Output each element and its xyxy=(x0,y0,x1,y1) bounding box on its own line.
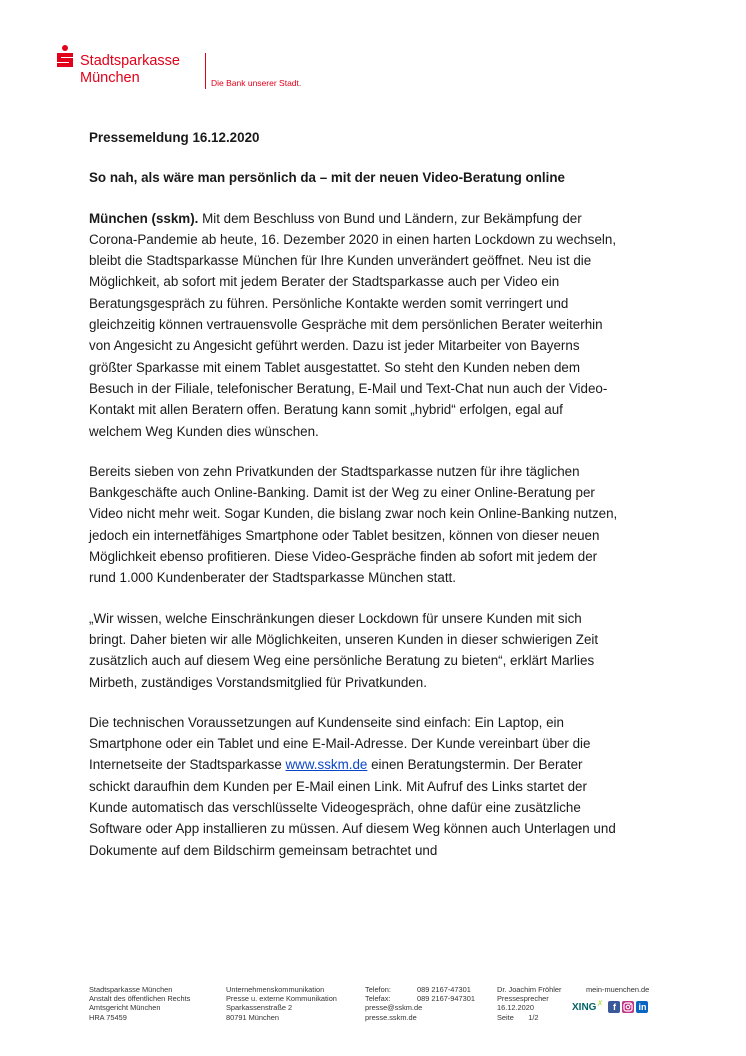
paragraph-3: „Wir wissen, welche Einschränkungen dieser Lockdown für unsere Kunden mit sich bringt. Daher bieten wir alle Möglichkeiten, unseren Kunden in dieser schwierigen Zeit zusätzlich auch auf diesem Weg eine persönliche Beratung zu bieten“, erklärt Marlies Mirbeth, zuständiges Vorstandsmitglied für Privatkunden. xyxy=(89,610,599,690)
subtitle: So nah, als wäre man persönlich da – mit der neuen Video-Beratung online xyxy=(89,170,565,186)
footer-phone: 089 2167-47301 xyxy=(417,985,471,994)
social-links xyxy=(572,998,650,1013)
footer-line: 80791 München xyxy=(226,1012,280,1022)
footer-website[interactable]: mein-muenchen.de xyxy=(586,985,650,994)
footer-contact-labels xyxy=(365,985,422,1022)
dateline: München (sskm). xyxy=(89,210,199,226)
paragraph-4-text-b: einen Beratungstermin. Der Berater schickt daraufhin dem Kunden per E-Mail einen Link. Mit Aufruf des Links startet der Kunde automatisch das verschlüsselte Videogespräch, ohne dafür eine zusätzliche Software oder App installieren zu müssen. Auf diesem Weg können auch Unterlagen und Dokumente auf dem Bildschirm gemeinsam betrachtet und xyxy=(89,757,616,858)
footer-line: Sparkassenstraße 2 xyxy=(226,1003,293,1013)
footer-company xyxy=(89,985,190,1022)
footer-department xyxy=(226,985,337,1022)
footer-line: Anstalt des öffentlichen Rechts xyxy=(89,994,191,1004)
footer-line: Amtsgericht München xyxy=(89,1003,161,1013)
logo-divider xyxy=(205,53,206,89)
paragraph-2: Bereits sieben von zehn Privatkunden der Stadtsparkasse nutzen für ihre täglichen Bankgeschäfte auch Online-Banking. Damit ist der Weg zu einer Online-Beratung per Video nicht mehr weit. Sogar Kunden, die bislang zwar noch kein Online-Banking nutzen, jedoch ein internetfähiges Smartphone oder Tablet besitzen, können von dieser neuen Möglichkeit ebenso profitieren. Diese Video-Gespräche finden ab sofort mit jedem der rund 1.000 Kundenberater der Stadtsparkasse München statt. xyxy=(89,463,618,586)
paragraph-4-text-a: Die technischen Voraussetzungen auf Kundenseite sind einfach: Ein Laptop, ein Smartphone oder ein Tablet und eine E-Mail-Adresse. Der Kunde vereinbart über die Internetseite der Stadtsparkasse xyxy=(89,714,591,773)
sparkasse-s-icon xyxy=(56,45,74,67)
footer-fax: 089 2167-947301 xyxy=(417,994,475,1004)
footer-line: HRA 75459 xyxy=(89,1012,127,1022)
brand-name xyxy=(80,53,180,87)
press-release-body xyxy=(89,127,619,880)
xing-icon[interactable]: XING ✗ xyxy=(572,998,604,1013)
paragraph-1-text: Mit dem Beschluss von Bund und Ländern, zur Bekämpfung der Corona-Pandemie ab heute, 16. Dezember 2020 in einen harten Lockdown zu wechseln, bleibt die Stadtsparkasse München für Ihre Kunden unverändert geöffnet. Neu ist die Möglichkeit, ab sofort mit jedem Berater der Stadtsparkasse auch per Video ein Beratungsgespräch zu führen. Persönliche Kontakte werden somit verringert und gleichzeitig können vertrauensvolle Gespräche mit dem persönlichen Berater weiterhin von Angesicht zu Angesicht geführt werden. Dazu ist jeder Mitarbeiter von Bayerns größter Sparkasse mit einem Tablet ausgestattet. So steht den Kunden neben dem Besuch in der Filiale, telefonischer Beratung, E-Mail und Text-Chat nun auch der Video-Kontakt mit allen Beratern offen. Beratung kann somit „hybrid“ erfolgen, egal auf welchem Weg Kunden dies wünschen. xyxy=(89,210,617,439)
footer-line: Dr. Joachim Fröhler xyxy=(497,985,562,994)
footer-contact-numbers xyxy=(417,985,475,1003)
footer-line: Telefon: xyxy=(365,985,391,994)
facebook-icon[interactable]: f xyxy=(608,1001,620,1013)
page-label: Seite xyxy=(497,1012,514,1022)
website-link[interactable]: www.sskm.de xyxy=(285,757,368,773)
footer-line: Presse u. externe Kommunikation xyxy=(226,994,337,1004)
linkedin-icon[interactable]: in xyxy=(638,1002,647,1012)
page-value: 1/2 xyxy=(528,1012,539,1022)
brand-line2: München xyxy=(80,70,140,86)
footer-date: 16.12.2020 xyxy=(497,1003,534,1013)
brand-claim: Die Bank unserer Stadt. xyxy=(211,78,302,88)
page-title: Pressemeldung 16.12.2020 xyxy=(89,130,260,145)
instagram-icon[interactable] xyxy=(622,1001,634,1013)
page-number xyxy=(497,1013,561,1022)
footer-line: Telefax: xyxy=(365,994,391,1004)
paragraph-1 xyxy=(89,208,619,442)
footer-line: Stadtsparkasse München xyxy=(89,985,173,994)
footer-spokesperson xyxy=(497,985,561,1022)
brand-line1: Stadtsparkasse xyxy=(80,53,180,69)
footer-line: Unternehmenskommunikation xyxy=(226,985,325,994)
footer-line: Pressesprecher xyxy=(497,994,549,1004)
footer-press-site[interactable]: presse.sskm.de xyxy=(365,1012,417,1022)
footer-email[interactable]: presse@sskm.de xyxy=(365,1003,423,1013)
paragraph-4 xyxy=(89,712,619,861)
